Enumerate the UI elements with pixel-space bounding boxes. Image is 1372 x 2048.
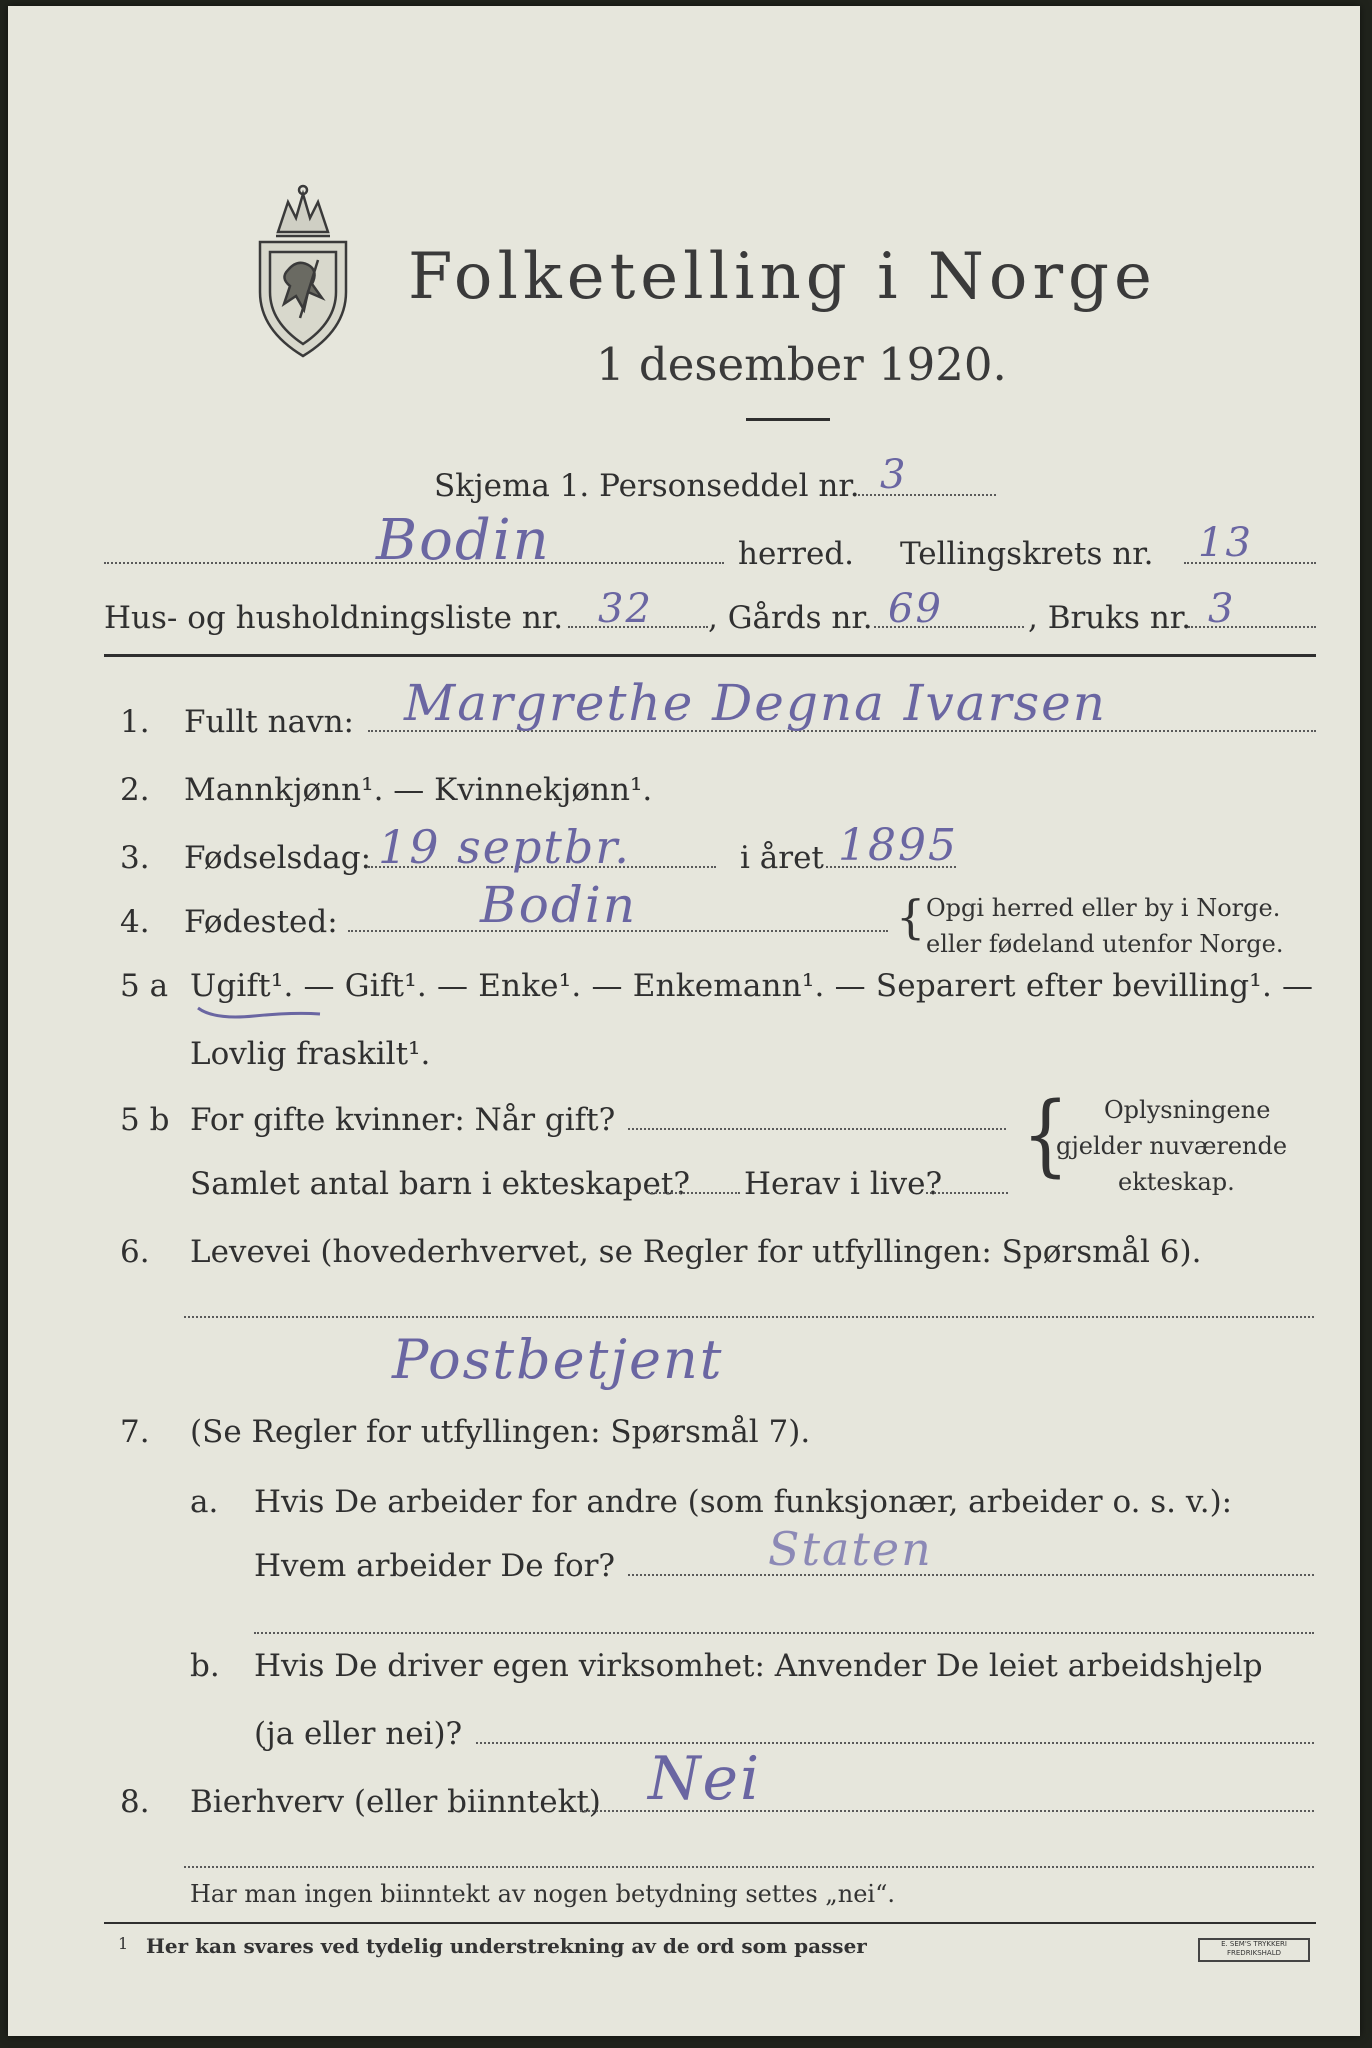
schema-number-field-line [858,494,996,496]
printer-stamp: E. SEM'S TRYKKERI FREDRIKSHALD [1198,1938,1310,1962]
q8-secondary-income-label: Bierhverv (eller biinntekt) [190,1784,601,1820]
footer-divider [104,1922,1316,1924]
bruks-value[interactable]: 3 [1208,586,1236,632]
q6-field-line [184,1316,1314,1318]
q1-full-name-value[interactable]: Margrethe Degna Ivarsen [404,674,1107,732]
q3-year-value[interactable]: 1895 [838,820,958,871]
title-divider [746,418,830,421]
q7a-marker: a. [190,1484,219,1520]
gards-label: , Gårds nr. [708,600,873,636]
q8-extra-field-line [184,1866,1314,1868]
q5b-when-married-label: For gifte kvinner: Når gift? [190,1102,616,1138]
q2-number: 2. [120,772,150,808]
q7a-employer-value[interactable]: Staten [768,1522,933,1576]
q7a-employer-field-line [628,1574,1314,1576]
bruks-label: , Bruks nr. [1028,600,1192,636]
q4-note-line1: Opgi herred eller by i Norge. [926,894,1281,922]
q4-note-line2: eller fødeland utenfor Norge. [926,930,1284,958]
q5b-note-line3: ekteskap. [1118,1168,1235,1196]
household-list-label: Hus- og husholdningsliste nr. [104,600,564,636]
q4-number: 4. [120,904,150,940]
q5b-children-label: Samlet antal barn i ekteskapet? [190,1166,690,1202]
q6-occupation-value[interactable]: Postbetjent [392,1328,724,1391]
schema-label: Skjema 1. Personseddel nr. [434,468,860,504]
q7b-marker: b. [190,1648,220,1684]
q7-number: 7. [120,1414,150,1450]
gards-value[interactable]: 69 [888,586,943,632]
q4-brace: { [896,890,926,944]
q5b-note-line1: Oplysningene [1104,1096,1271,1124]
q5b-children-field-line [648,1192,740,1194]
q4-birthplace-value[interactable]: Bodin [480,876,638,934]
q5a-marital-status-line2: Lovlig fraskilt¹. [190,1036,431,1072]
q5b-number: 5 b [120,1102,170,1138]
tellingskrets-value[interactable]: 13 [1198,520,1253,566]
household-list-value[interactable]: 32 [598,586,653,632]
form-date: 1 desember 1920. [596,338,1007,391]
schema-number-value[interactable]: 3 [880,452,908,498]
q2-sex-options: Mannkjønn¹. — Kvinnekjønn¹. [184,772,653,808]
footnote-mark: 1 [118,1934,129,1953]
q5b-note-line2: gjelder nuværende [1056,1132,1288,1160]
herred-label: herred. [738,536,854,572]
q7b-question-line2: (ja eller nei)? [254,1716,463,1752]
q5b-when-married-field-line [628,1128,1006,1130]
census-form-sheet [8,6,1360,2036]
q1-full-name-label: Fullt navn: [184,704,354,740]
footnote-text: Her kan svares ved tydelig understrekning av de ord som passer [146,1934,867,1958]
q6-number: 6. [120,1234,150,1270]
header-divider [104,654,1316,657]
form-title: Folketelling i Norge [408,240,1157,314]
q5a-marital-status-options: Ugift¹. — Gift¹. — Enke¹. — Enkemann¹. — Separert efter bevilling¹. — [190,968,1314,1004]
q7a-employer-label: Hvem arbeider De for? [254,1548,616,1584]
q3-number: 3. [120,840,150,876]
q8-secondary-income-value[interactable]: Nei [648,1744,762,1814]
q8-number: 8. [120,1784,150,1820]
q3-year-label: i året [740,840,824,876]
nei-note: Har man ingen biinntekt av nogen betydning settes „nei“. [190,1880,895,1908]
q3-birthday-label: Fødselsdag: [184,840,372,876]
q5a-number: 5 a [120,968,169,1004]
q1-number: 1. [120,704,150,740]
q7-label: (Se Regler for utfyllingen: Spørsmål 7). [190,1414,811,1450]
q3-birthday-value[interactable]: 19 septbr. [378,820,631,874]
q5b-alive-label: Herav i live? [744,1166,943,1202]
q5a-ugift-underline-mark [194,1002,324,1022]
herred-value[interactable]: Bodin [376,508,551,573]
q7b-question-line1: Hvis De driver egen virksomhet: Anvender De leiet arbeidshjelp [254,1648,1263,1684]
norwegian-coat-of-arms-icon [248,180,358,360]
tellingskrets-label: Tellingskrets nr. [900,536,1154,572]
q7a-question-line1: Hvis De arbeider for andre (som funksjonær, arbeider o. s. v.): [254,1484,1233,1520]
q7b-field-line [476,1742,1314,1744]
q6-occupation-label: Levevei (hovederhvervet, se Regler for utfyllingen: Spørsmål 6). [190,1234,1202,1270]
q5b-brace: { [1022,1083,1070,1187]
q7a-extra-field-line [254,1632,1314,1634]
q4-birthplace-label: Fødested: [184,904,338,940]
q5b-alive-field-line [926,1192,1008,1194]
